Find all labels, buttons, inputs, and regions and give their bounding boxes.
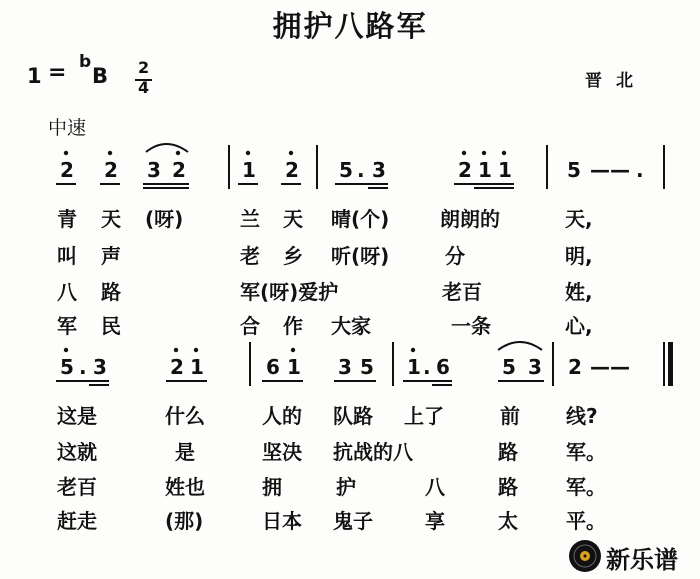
time-signature-denominator: 4 bbox=[138, 78, 150, 97]
note: 1 bbox=[190, 355, 204, 379]
note: 2 bbox=[285, 158, 299, 182]
lyric: 军。 bbox=[566, 440, 606, 464]
lyric: 太 bbox=[498, 509, 518, 533]
lyric: 天, bbox=[565, 207, 593, 231]
lyric: 心, bbox=[565, 314, 593, 338]
lyric: 晴(个) bbox=[331, 207, 390, 231]
lyric: 这就 bbox=[57, 440, 97, 464]
lyric: 明, bbox=[565, 244, 593, 268]
lyric: 兰 bbox=[240, 207, 260, 231]
note: 5 bbox=[360, 355, 374, 379]
lyric: 日本 bbox=[262, 509, 302, 533]
tempo-marking: 中速 bbox=[48, 117, 87, 139]
note: 2 bbox=[60, 158, 74, 182]
note: 1 bbox=[478, 158, 492, 182]
octave-dots bbox=[64, 151, 506, 352]
note: 1 bbox=[407, 355, 421, 379]
lyric: 老 bbox=[240, 244, 260, 268]
lyric: 什么 bbox=[165, 404, 205, 428]
note: 5 bbox=[339, 158, 353, 182]
lyric: 民 bbox=[101, 314, 121, 338]
lyric: 叫 bbox=[57, 244, 77, 268]
note: . bbox=[79, 355, 87, 379]
note: 2 bbox=[104, 158, 118, 182]
lyric: 平。 bbox=[566, 509, 606, 533]
note: 2 bbox=[568, 355, 582, 379]
record-icon bbox=[567, 538, 603, 574]
lyric: 听(呀) bbox=[331, 244, 390, 268]
lyric: 坚决 bbox=[262, 440, 302, 464]
lyric: 人的 bbox=[262, 404, 302, 428]
lyric: 军 bbox=[57, 314, 77, 338]
note: 3 bbox=[372, 158, 386, 182]
lyric: 队路 bbox=[333, 404, 373, 428]
lyric: 姓也 bbox=[165, 475, 205, 499]
lyric: 赶走 bbox=[57, 509, 97, 533]
note: 3 bbox=[338, 355, 352, 379]
note: 6 bbox=[436, 355, 450, 379]
song-title: 拥护八路军 bbox=[272, 9, 428, 43]
lyric: 分 bbox=[445, 244, 465, 268]
dash: —— bbox=[590, 158, 630, 182]
lyric: 老百 bbox=[442, 280, 482, 304]
note: 2 bbox=[458, 158, 472, 182]
note: 3 bbox=[93, 355, 107, 379]
lyric: 一条 bbox=[451, 314, 491, 338]
lyric: 声 bbox=[101, 244, 121, 268]
lyric: 天 bbox=[283, 207, 303, 231]
lyric: 作 bbox=[283, 314, 303, 338]
note: 6 bbox=[266, 355, 280, 379]
note: 5 bbox=[567, 158, 581, 182]
lyric: (呀) bbox=[145, 207, 184, 231]
note: . bbox=[357, 158, 365, 182]
key-signature-b: B bbox=[92, 64, 109, 88]
note: 1 bbox=[498, 158, 512, 182]
lyric: 大家 bbox=[331, 314, 371, 338]
song-origin: 晋北 bbox=[585, 71, 647, 91]
time-signature-numerator: 2 bbox=[138, 58, 150, 77]
dot: . bbox=[636, 158, 644, 182]
note: 1 bbox=[287, 355, 301, 379]
note: . bbox=[423, 355, 431, 379]
beams bbox=[56, 184, 544, 385]
lyric: 八 bbox=[57, 280, 77, 304]
lyric: 护 bbox=[336, 475, 356, 499]
lyric: 老百 bbox=[57, 475, 97, 499]
note: 5 bbox=[60, 355, 74, 379]
note: 2 bbox=[172, 158, 186, 182]
lyric: 军。 bbox=[566, 475, 606, 499]
lyric: 路 bbox=[101, 280, 121, 304]
lyric: 八 bbox=[425, 475, 445, 499]
lyric: 路 bbox=[498, 440, 518, 464]
dash: —— bbox=[590, 355, 630, 379]
key-signature-flat: b bbox=[79, 52, 92, 72]
note: 3 bbox=[147, 158, 161, 182]
note: 1 bbox=[242, 158, 256, 182]
lyric: 路 bbox=[498, 475, 518, 499]
lyric: 姓, bbox=[565, 280, 593, 304]
lyric: 是 bbox=[175, 440, 195, 464]
lyric: 乡 bbox=[283, 244, 303, 268]
note: 5 bbox=[502, 355, 516, 379]
lyric: 线? bbox=[566, 404, 598, 428]
lyric: 军(呀)爱护 bbox=[240, 280, 339, 304]
lyric: 鬼子 bbox=[333, 509, 373, 533]
lyric: 享 bbox=[425, 509, 445, 533]
lyric: (那) bbox=[165, 509, 204, 533]
lyric: 天 bbox=[101, 207, 121, 231]
ties bbox=[146, 144, 542, 350]
lyric: 合 bbox=[240, 314, 260, 338]
lyric: 这是 bbox=[57, 404, 97, 428]
note: 2 bbox=[170, 355, 184, 379]
lyric: 青 bbox=[57, 207, 77, 231]
lyric: 前 bbox=[500, 404, 520, 428]
lyric: 抗战的八 bbox=[333, 440, 413, 464]
lyric: 拥 bbox=[262, 475, 282, 499]
note: 3 bbox=[528, 355, 542, 379]
lyric: 上了 bbox=[404, 404, 444, 428]
key-signature-equals: = bbox=[48, 60, 67, 85]
site-logo-text: 新乐谱 bbox=[606, 546, 678, 574]
lyric: 朗朗的 bbox=[440, 207, 500, 231]
key-signature-one: 1 bbox=[27, 64, 42, 88]
